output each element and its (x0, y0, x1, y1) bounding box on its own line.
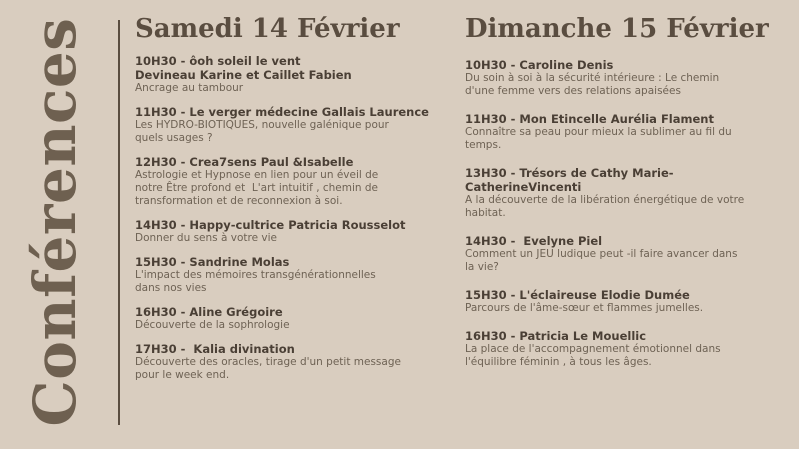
sunday-event (465, 329, 785, 369)
event-description: Du soin à soi à la sécurité intérieure : Le chemin d'une femme vers des relations apaisées (465, 72, 720, 97)
side-title-area (0, 0, 110, 449)
event-description: Découverte des oracles, tirage d'un petit message pour le week end. (135, 356, 401, 381)
sunday-event (465, 166, 785, 220)
saturday-title: Samedi 14 Février (135, 14, 400, 44)
event-description: Connaître sa peau pour mieux la sublimer au fil du temps. (465, 126, 732, 151)
event-title: 15H30 - L'éclaireuse Elodie Dumée (465, 288, 690, 302)
event-title: 16H30 - Aline Grégoire (135, 305, 283, 319)
event-description: Parcours de l'âme-sœur et flammes jumelles. (465, 302, 704, 314)
event-title: 14H30 - Happy-cultrice Patricia Rousselot (135, 218, 406, 232)
event-description: Donner du sens à votre vie (135, 232, 277, 244)
event-title: 12H30 - Crea7sens Paul &Isabelle (135, 155, 354, 169)
event-title: 14H30 - Evelyne Piel (465, 234, 603, 248)
event-description: La place de l'accompagnement émotionnel dans l'équilibre féminin , à tous les âges. (465, 343, 721, 368)
event-title: 13H30 - Trésors de Cathy Marie-CatherineVincenti (465, 166, 674, 194)
event-title: 11H30 - Mon Etincelle Aurélia Flament (465, 112, 714, 126)
event-description: Découverte de la sophrologie (135, 319, 290, 331)
event-description: A la découverte de la libération énergétique de votre habitat. (465, 194, 745, 219)
saturday-event (135, 105, 450, 145)
sunday-event (465, 58, 785, 98)
saturday-event (135, 305, 450, 332)
sunday-event (465, 234, 785, 274)
side-title: Conférences (21, 17, 89, 427)
event-title: 16H30 - Patricia Le Mouellic (465, 329, 647, 343)
sunday-title: Dimanche 15 Février (465, 14, 769, 44)
event-title: 15H30 - Sandrine Molas (135, 255, 290, 269)
saturday-event (135, 255, 450, 295)
divider-line (118, 20, 120, 425)
sunday-event (465, 288, 785, 315)
sunday-column (465, 14, 785, 383)
event-title: 17H30 - Kalia divination (135, 342, 295, 356)
sunday-event (465, 112, 785, 152)
event-title: 11H30 - Le verger médecine Gallais Laurence (135, 105, 429, 119)
saturday-event (135, 155, 450, 208)
saturday-column (135, 14, 450, 392)
event-title: 10H30 - Caroline Denis (465, 58, 614, 72)
event-title: 10H30 - ôoh soleil le vent Devineau Karine et Caillet Fabien (135, 54, 352, 82)
event-description: Astrologie et Hypnose en lien pour un éveil de notre Être profond et L'art intuitif , chemin de transformation et de reconnexion à soi. (135, 169, 379, 207)
event-description: Les HYDRO-BIOTIQUES, nouvelle galénique pour quels usages ? (135, 119, 389, 144)
event-description: Comment un JEU ludique peut -il faire avancer dans la vie? (465, 248, 738, 273)
event-description: L'impact des mémoires transgénérationnelles dans nos vies (135, 269, 376, 294)
saturday-event (135, 54, 450, 95)
event-description: Ancrage au tambour (135, 82, 244, 94)
saturday-event (135, 342, 450, 382)
saturday-event (135, 218, 450, 245)
